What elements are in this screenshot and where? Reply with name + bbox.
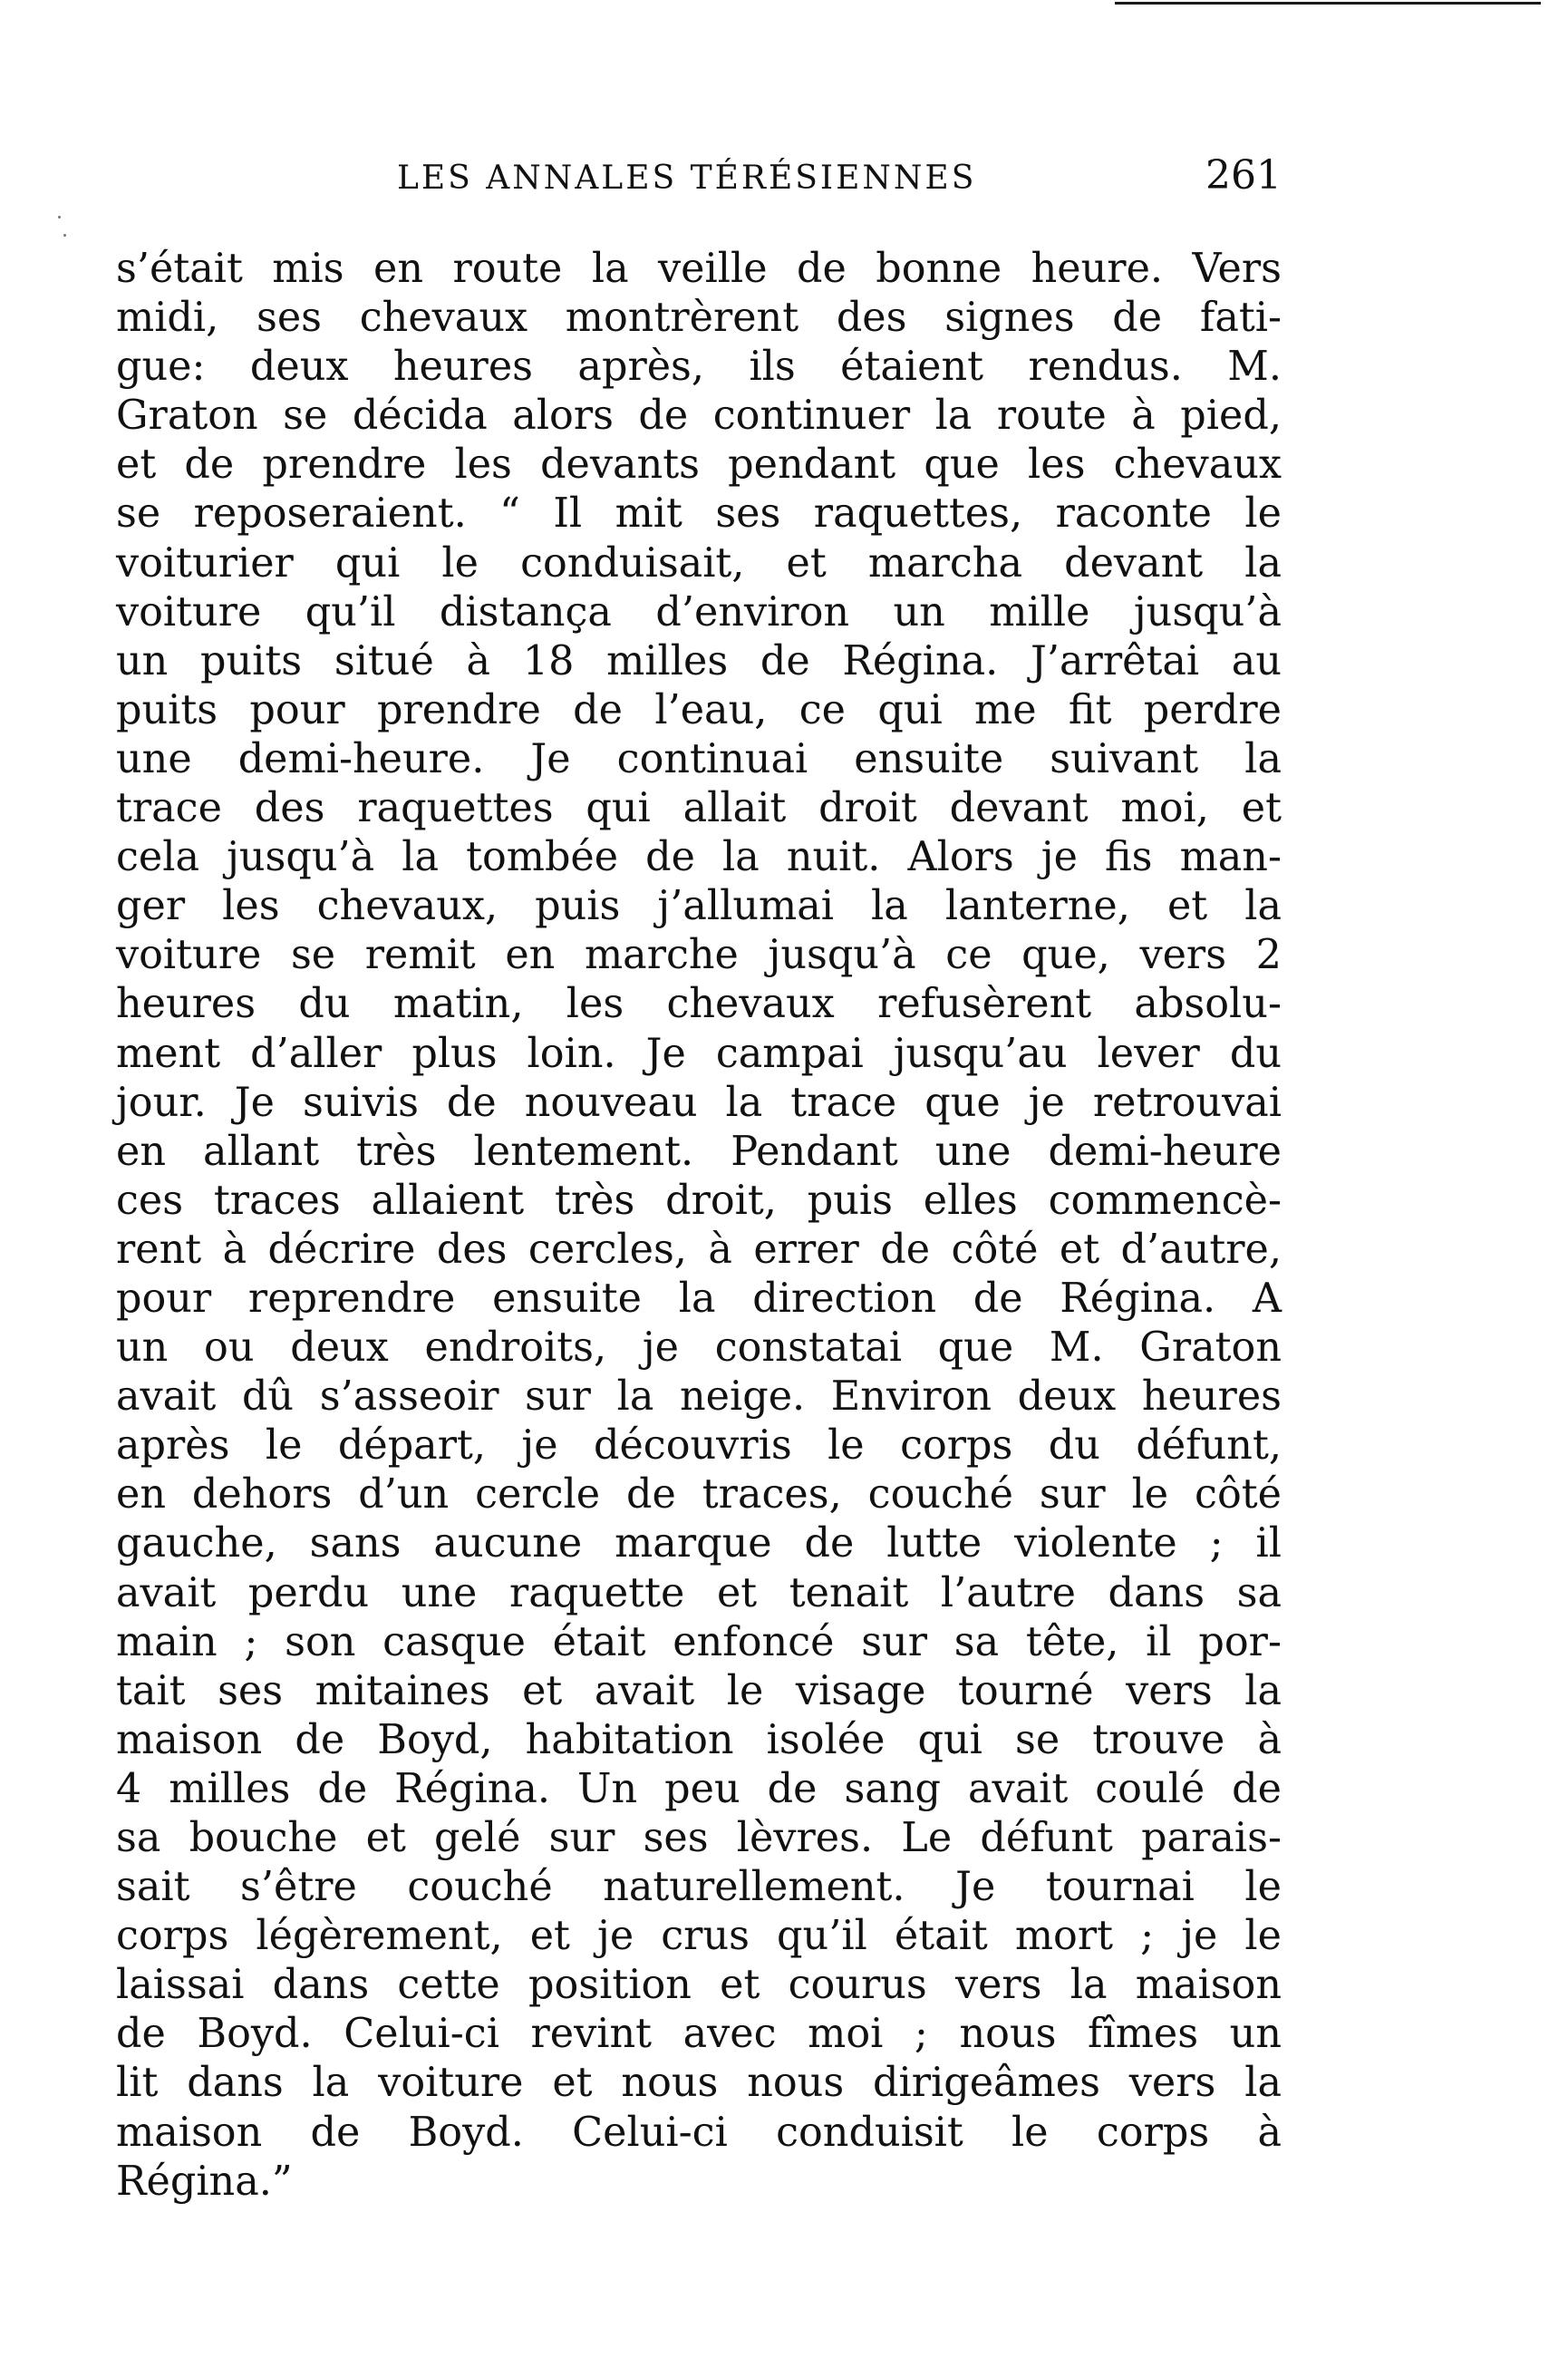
text-line: cela jusqu’à la tombée de la nuit. Alors je fis man- [116,834,1282,881]
text-line: s’était mis en route la veille de bonne heure. Vers [116,246,1282,292]
text-line: heures du matin, les chevaux refusèrent absolu- [116,981,1282,1028]
page-number: 261 [1205,152,1282,199]
paper-speck [58,216,61,218]
text-line: avait dû s’asseoir sur la neige. Environ deux heures [116,1373,1282,1421]
text-line: Régina.” [116,2158,293,2205]
text-line: une demi-heure. Je continuai ensuite suivant la [116,735,1282,782]
text-line: lit dans la voiture et nous nous dirigeâmes vers la [116,2060,1282,2107]
text-line: en allant très lentement. Pendant une demi-heure [116,1128,1282,1175]
body-text [116,245,1282,2207]
text-line: 4 milles de Régina. Un peu de sang avait coulé de [116,1765,1282,1812]
text-line: pour reprendre ensuite la direction de Régina. A [116,1275,1282,1322]
text-line: gue: deux heures après, ils étaient rendus. M. [116,344,1282,391]
text-line: maison de Boyd. Celui-ci conduisit le corps à [116,2109,1282,2156]
text-line: et de prendre les devants pendant que les chevaux [116,441,1282,489]
text-line: en dehors d’un cercle de traces, couché sur le côté [116,1471,1282,1518]
page-header [116,152,1282,207]
text-line: avait perdu une raquette et tenait l’autre dans sa [116,1569,1282,1616]
text-line: après le départ, je découvris le corps du défunt, [116,1422,1282,1470]
top-edge-rule [1115,2,1541,5]
text-line: corps légèrement, et je crus qu’il était mort ; je le [116,1913,1282,1960]
text-line: puits pour prendre de l’eau, ce qui me fit perdre [116,686,1282,733]
text-line: laissai dans cette position et courus vers la maison [116,1962,1282,2009]
text-line: voiture qu’il distança d’environ un mille jusqu’à [116,588,1282,635]
text-line: rent à décrire des cercles, à errer de côté et d’autre, [116,1226,1282,1273]
text-line: sait s’être couché naturellement. Je tournai le [116,1864,1282,1911]
text-line: gauche, sans aucune marque de lutte violente ; il [116,1520,1282,1567]
text-line: midi, ses chevaux montrèrent des signes de fati- [116,295,1282,342]
text-line: ment d’aller plus loin. Je campai jusqu’au lever du [116,1030,1282,1077]
running-title: LES ANNALES TÉRÉSIENNES [397,160,977,197]
text-line: un ou deux endroits, je constatai que M. Graton [116,1324,1282,1372]
text-line: un puits situé à 18 milles de Régina. J’arrêtai au [116,637,1282,684]
text-line: tait ses mitaines et avait le visage tourné vers la [116,1667,1282,1714]
text-line: ger les chevaux, puis j’allumai la lanterne, et la [116,883,1282,930]
text-line: maison de Boyd, habitation isolée qui se trouve à [116,1716,1282,1763]
text-line: ces traces allaient très droit, puis elles commencè- [116,1177,1282,1224]
text-line: Graton se décida alors de continuer la route à pied, [116,393,1282,440]
text-line: trace des raquettes qui allait droit devant moi, et [116,785,1282,832]
text-line: jour. Je suivis de nouveau la trace que je retrouvai [116,1079,1282,1126]
text-line: sa bouche et gelé sur ses lèvres. Le défunt parais- [116,1815,1282,1861]
text-line: se reposeraient. “ Il mit ses raquettes, raconte le [116,490,1282,538]
text-line: de Boyd. Celui-ci revint avec moi ; nous fîmes un [116,2011,1282,2058]
text-line: main ; son casque était enfoncé sur sa tête, il por- [116,1618,1282,1665]
text-line: voiture se remit en marche jusqu’à ce que, vers 2 [116,932,1282,979]
paper-speck [63,234,66,237]
text-line: voiturier qui le conduisait, et marcha devant la [116,539,1282,587]
